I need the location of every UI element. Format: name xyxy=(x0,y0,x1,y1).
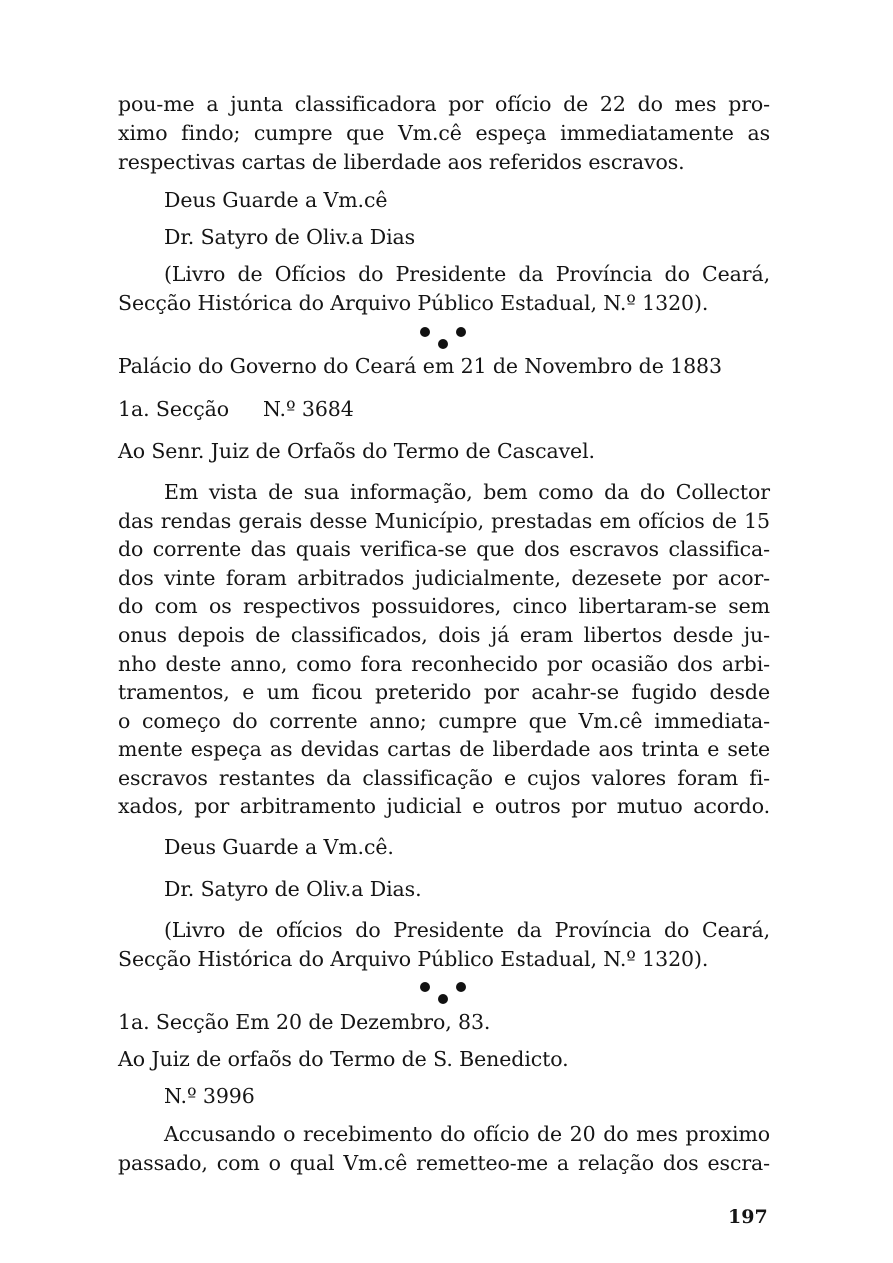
body-line: do com os respectivos possuidores, cinco libertaram-se sem xyxy=(118,594,770,618)
signature: Dr. Satyro de Oliv.a Dias. xyxy=(164,877,422,901)
body-line: onus depois de classificados, dois já eram libertos desde ju- xyxy=(118,623,770,647)
body-line: escravos restantes da classificação e cujos valores foram fi- xyxy=(118,766,770,790)
document-number: N.º 3684 xyxy=(263,397,354,421)
addressee-line: Ao Senr. Juiz de Orfaõs do Termo de Cascavel. xyxy=(118,439,595,463)
body-line: o começo do corrente anno; cumpre que Vm.cê immediata- xyxy=(118,709,770,733)
document-number: N.º 3996 xyxy=(164,1084,255,1108)
source-citation-line: (Livro de ofícios do Presidente da Província do Ceará, xyxy=(164,918,770,942)
section-label: 1a. Secção xyxy=(118,397,229,421)
closing-salutation: Deus Guarde a Vm.cê xyxy=(164,188,388,212)
section-date-line: 1a. Secção Em 20 de Dezembro, 83. xyxy=(118,1010,491,1034)
addressee-line: Ao Juiz de orfaõs do Termo de S. Benedicto. xyxy=(118,1047,569,1071)
body-line: pou-me a junta classificadora por ofício de 22 do mes pro- xyxy=(118,92,770,116)
body-line: ximo findo; cumpre que Vm.cê espeça immediatamente as xyxy=(118,121,770,145)
page-number: 197 xyxy=(728,1206,768,1228)
source-citation-line: Secção Histórica do Arquivo Público Estadual, N.º 1320). xyxy=(118,291,709,315)
body-line: respectivas cartas de liberdade aos referidos escravos. xyxy=(118,150,685,174)
body-line: nho deste anno, como fora reconhecido por ocasião dos arbi- xyxy=(118,652,770,676)
place-date-line: Palácio do Governo do Ceará em 21 de Novembro de 1883 xyxy=(118,354,722,378)
body-line: xados, por arbitramento judicial e outros por mutuo acordo. xyxy=(118,794,770,818)
body-line: Em vista de sua informação, bem como da do Collector xyxy=(164,480,770,504)
section-separator-ornament xyxy=(414,978,472,1008)
body-line: passado, com o qual Vm.cê remetteo-me a relação dos escra- xyxy=(118,1151,770,1175)
body-line: Accusando o recebimento do ofício de 20 do mes proximo xyxy=(164,1122,770,1146)
section-number-line xyxy=(118,395,770,424)
body-line: mente espeça as devidas cartas de liberdade aos trinta e sete xyxy=(118,737,770,761)
body-line: tramentos, e um ficou preterido por acahr-se fugido desde xyxy=(118,680,770,704)
section-separator-ornament xyxy=(414,323,472,353)
body-line: do corrente das quais verifica-se que dos escravos classifica- xyxy=(118,537,770,561)
closing-salutation: Deus Guarde a Vm.cê. xyxy=(164,835,394,859)
body-line: dos vinte foram arbitrados judicialmente, dezesete por acor- xyxy=(118,566,770,590)
signature: Dr. Satyro de Oliv.a Dias xyxy=(164,225,416,249)
source-citation-line: (Livro de Ofícios do Presidente da Província do Ceará, xyxy=(164,262,770,286)
body-line: das rendas gerais desse Município, prestadas em ofícios de 15 xyxy=(118,509,770,533)
source-citation-line: Secção Histórica do Arquivo Público Estadual, N.º 1320). xyxy=(118,947,709,971)
